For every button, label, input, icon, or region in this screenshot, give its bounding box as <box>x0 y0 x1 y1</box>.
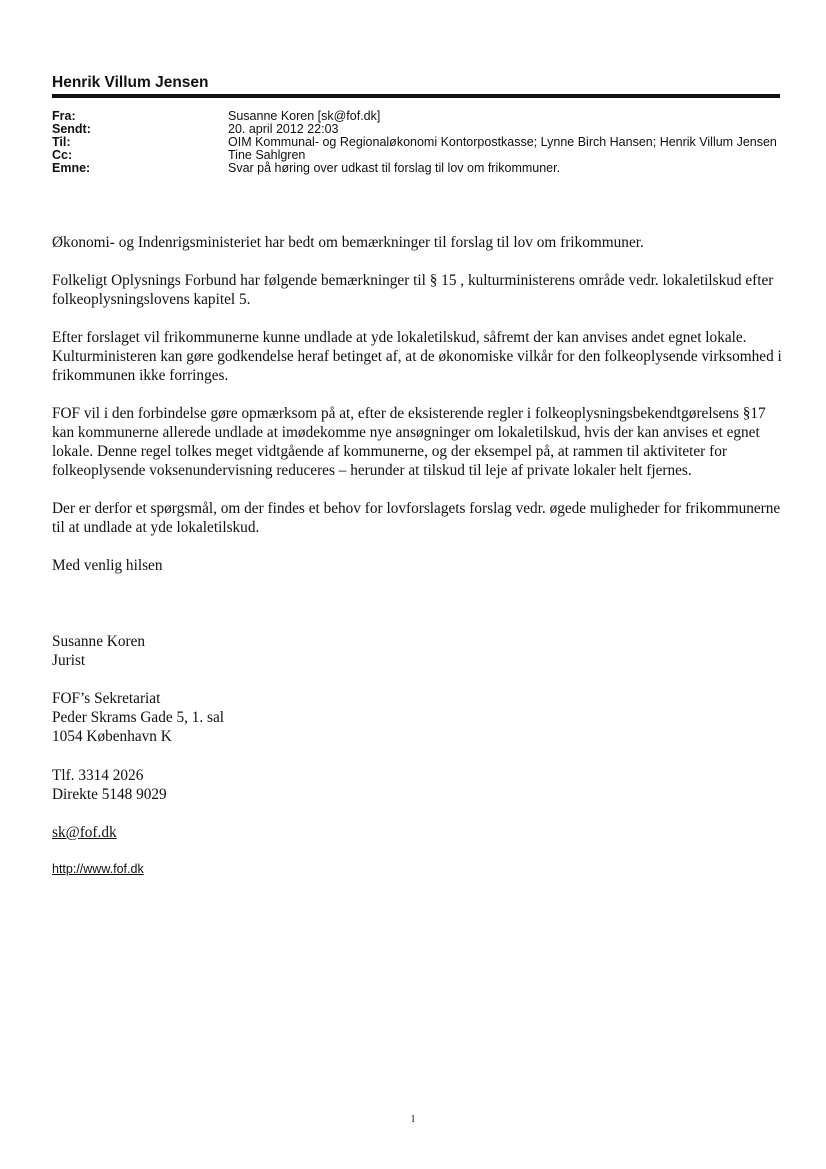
body-paragraph-1: Økonomi- og Indenrigsministeriet har bedt om bemærkninger til forslag til lov om frikommuner. <box>52 234 644 251</box>
email-header <box>52 110 780 175</box>
cc-value: Tine Sahlgren <box>228 148 306 162</box>
signature-city: 1054 København K <box>52 728 172 745</box>
body-paragraph-2: Folkeligt Oplysnings Forbund har følgende bemærkninger til § 15 , kulturministerens område vedr. lokaletilskud efter folkeoplysningslovens kapitel 5. <box>52 272 774 308</box>
header-row-from <box>52 110 780 123</box>
signature-direct-phone: Direkte 5148 9029 <box>52 786 167 803</box>
sent-label: Sendt: <box>52 122 91 136</box>
closing-greeting: Med venlig hilsen <box>52 557 163 574</box>
signature-title: Jurist <box>52 652 86 669</box>
body-paragraph-4: FOF vil i den forbindelse gøre opmærksom på at, efter de eksisterende regler i folkeoplysningsbekendtgørelsens §17 kan kommunerne allerede undlade at imødekomme nye ansøgninger om lokaletilskud, hvis der kan anvises et egnet lokale. Denne regel tolkes meget vidtgående af kommunerne, og der eksempel på, at rammen til aktiviteter for folkeoplysende voksenundervisning reduceres – herunder at tilskud til leje af private lokaler helt fjernes. <box>52 405 766 479</box>
to-label: Til: <box>52 135 71 149</box>
email-body <box>52 233 782 594</box>
signature-name: Susanne Koren <box>52 633 146 650</box>
body-paragraph-3: Efter forslaget vil frikommunerne kunne undlade at yde lokaletilskud, såfremt der kan anvises andet egnet lokale. Kulturministeren kan gøre godkendelse heraf betinget af, at de økonomiske vilkår for den folkeoplysende virksomhed i frikommunen ikke forringes. <box>52 329 782 384</box>
page-owner-name: Henrik Villum Jensen <box>52 74 209 91</box>
website-link[interactable]: http://www.fof.dk <box>52 862 144 876</box>
page-number: 1 <box>410 1114 416 1125</box>
signature-phone: Tlf. 3314 2026 <box>52 767 144 784</box>
subject-value: Svar på høring over udkast til forslag til lov om frikommuner. <box>228 161 561 175</box>
cc-label: Cc: <box>52 148 73 162</box>
signature-street: Peder Skrams Gade 5, 1. sal <box>52 709 225 726</box>
from-value: Susanne Koren [sk@fof.dk] <box>228 109 381 123</box>
sent-value: 20. april 2012 22:03 <box>228 122 339 136</box>
email-link[interactable]: sk@fof.dk <box>52 824 117 841</box>
signature-phones <box>52 766 167 804</box>
signature-person <box>52 632 145 670</box>
from-label: Fra: <box>52 109 76 123</box>
header-row-to <box>52 136 780 149</box>
body-paragraph-5: Der er derfor et spørgsmål, om der findes et behov for lovforslagets forslag vedr. øgede muligheder for frikommunerne til at undlade at yde lokaletilskud. <box>52 500 781 536</box>
signature-address <box>52 689 224 746</box>
signature-org: FOF’s Sekretariat <box>52 690 161 707</box>
header-rule <box>52 94 780 98</box>
header-row-subject <box>52 162 780 175</box>
subject-label: Emne: <box>52 161 91 175</box>
to-value: OIM Kommunal- og Regionaløkonomi Kontorpostkasse; Lynne Birch Hansen; Henrik Villum Jensen <box>228 135 777 149</box>
